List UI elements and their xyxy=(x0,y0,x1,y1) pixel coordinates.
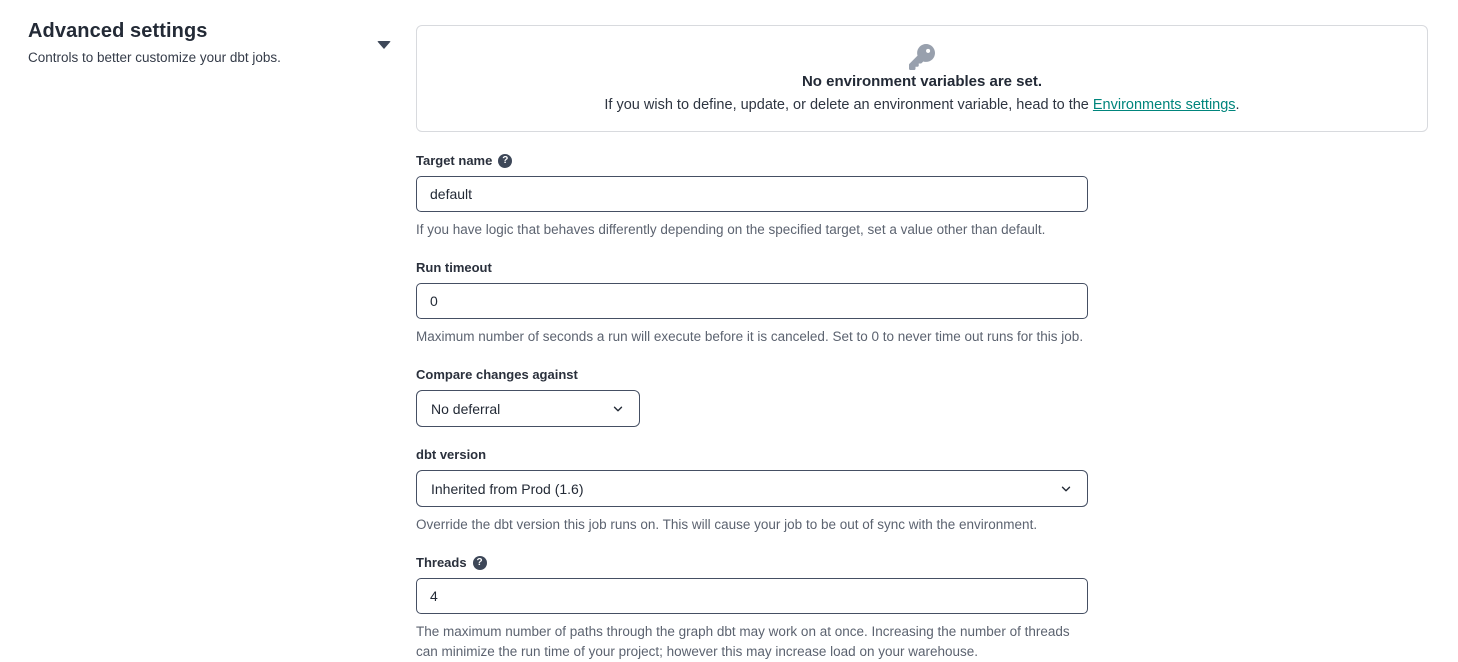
env-banner-message-prefix: If you wish to define, update, or delete an environment variable, head to the xyxy=(604,97,1093,113)
field-label-row xyxy=(416,260,1088,275)
field-label-row xyxy=(416,555,1088,570)
compare-changes-selected-value: No deferral xyxy=(431,400,501,417)
advanced-settings-header xyxy=(28,20,368,65)
environments-settings-link[interactable]: Environments settings xyxy=(1092,97,1236,113)
compare-changes-select[interactable] xyxy=(416,390,640,427)
key-icon xyxy=(909,44,935,70)
page-subtitle: Controls to better customize your dbt jobs. xyxy=(28,50,281,65)
target-name-input[interactable] xyxy=(416,176,1088,212)
field-label-row xyxy=(416,367,1088,382)
chevron-down-icon xyxy=(1059,482,1073,496)
run-timeout-helper-text: Maximum number of seconds a run will execute before it is canceled. Set to 0 to never time out runs for this job. xyxy=(416,329,1084,344)
chevron-down-icon xyxy=(611,402,625,416)
field-compare-changes-against xyxy=(416,367,1088,427)
threads-input[interactable] xyxy=(416,578,1088,614)
advanced-settings-panel xyxy=(416,25,1428,662)
field-label-row xyxy=(416,447,1088,462)
target-name-label: Target name xyxy=(416,153,493,168)
run-timeout-label: Run timeout xyxy=(416,260,492,275)
field-target-name xyxy=(416,153,1088,240)
collapse-section-caret-icon[interactable] xyxy=(377,41,391,49)
dbt-version-select[interactable] xyxy=(416,470,1088,507)
env-banner-title: No environment variables are set. xyxy=(801,73,1043,90)
threads-helper-text: The maximum number of paths through the graph dbt may work on at once. Increasing the number of threads can minimize the run time of your project; however this may increase load on your warehouse. xyxy=(416,624,1070,659)
target-name-helper-text: If you have logic that behaves differently depending on the specified target, set a value other than default. xyxy=(416,222,1046,237)
field-run-timeout xyxy=(416,260,1088,347)
page-title: Advanced settings xyxy=(28,20,208,42)
field-threads xyxy=(416,555,1088,662)
env-variables-empty-banner xyxy=(416,25,1428,132)
env-banner-message xyxy=(604,97,1239,113)
threads-help-icon[interactable]: ? xyxy=(473,556,487,570)
advanced-settings-form xyxy=(416,153,1088,662)
dbt-version-helper-text: Override the dbt version this job runs on. This will cause your job to be out of sync with the environment. xyxy=(416,517,1038,532)
dbt-version-label: dbt version xyxy=(416,447,487,462)
run-timeout-input[interactable] xyxy=(416,283,1088,319)
field-dbt-version xyxy=(416,447,1088,535)
target-name-help-icon[interactable]: ? xyxy=(498,154,512,168)
compare-changes-label: Compare changes against xyxy=(416,367,578,382)
threads-label: Threads xyxy=(416,555,467,570)
env-banner-message-suffix: . xyxy=(1235,97,1240,113)
field-label-row xyxy=(416,153,1088,168)
dbt-version-selected-value: Inherited from Prod (1.6) xyxy=(431,480,584,497)
